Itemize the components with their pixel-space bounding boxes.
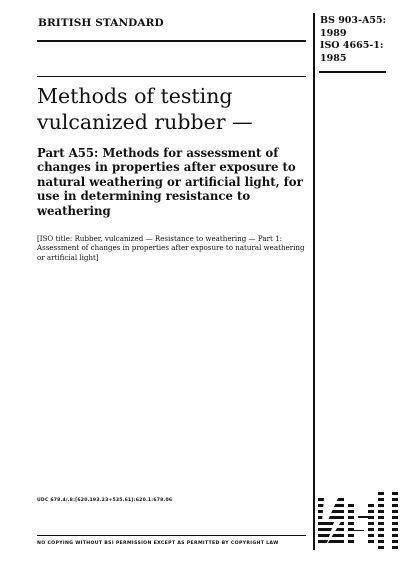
- copyright-notice: NO COPYING WITHOUT BSI PERMISSION EXCEPT AS PERMITTED BY COPYRIGHT LAW: [37, 541, 279, 546]
- iso-title-note: [ISO title: Rubber, vulcanized — Resistance to weathering — Part 1: Assessment of changes in properties after exposure to natural weathering or artificial light]: [37, 234, 305, 262]
- standard-code-line: 1989: [320, 27, 347, 39]
- title-line-1: Methods of testing: [37, 84, 233, 108]
- bsi-logo-icon: [318, 490, 400, 550]
- title-top-rule: [37, 76, 306, 77]
- document-title: [37, 83, 307, 135]
- standard-code-line: ISO 4665-1:: [320, 40, 384, 52]
- udc-classification: UDC 678.4/.8:[620.193.23+535.61]:620.1:678.06: [37, 498, 173, 503]
- footer-rule: [37, 535, 306, 536]
- publisher-label: BRITISH STANDARD: [38, 17, 164, 29]
- header-rule-left: [37, 40, 306, 42]
- standard-code-line: 1985: [320, 52, 347, 64]
- standard-code-line: BS 903-A55:: [320, 15, 387, 26]
- vertical-divider: [313, 13, 315, 550]
- header-rule-right: [319, 71, 386, 73]
- standard-codes: [320, 15, 400, 65]
- title-line-2: vulcanized rubber —: [37, 110, 253, 134]
- document-subtitle: Part A55: Methods for assessment of changes in properties after exposure to natural weathering or artificial light, for use in determining resistance to weathering: [37, 146, 303, 218]
